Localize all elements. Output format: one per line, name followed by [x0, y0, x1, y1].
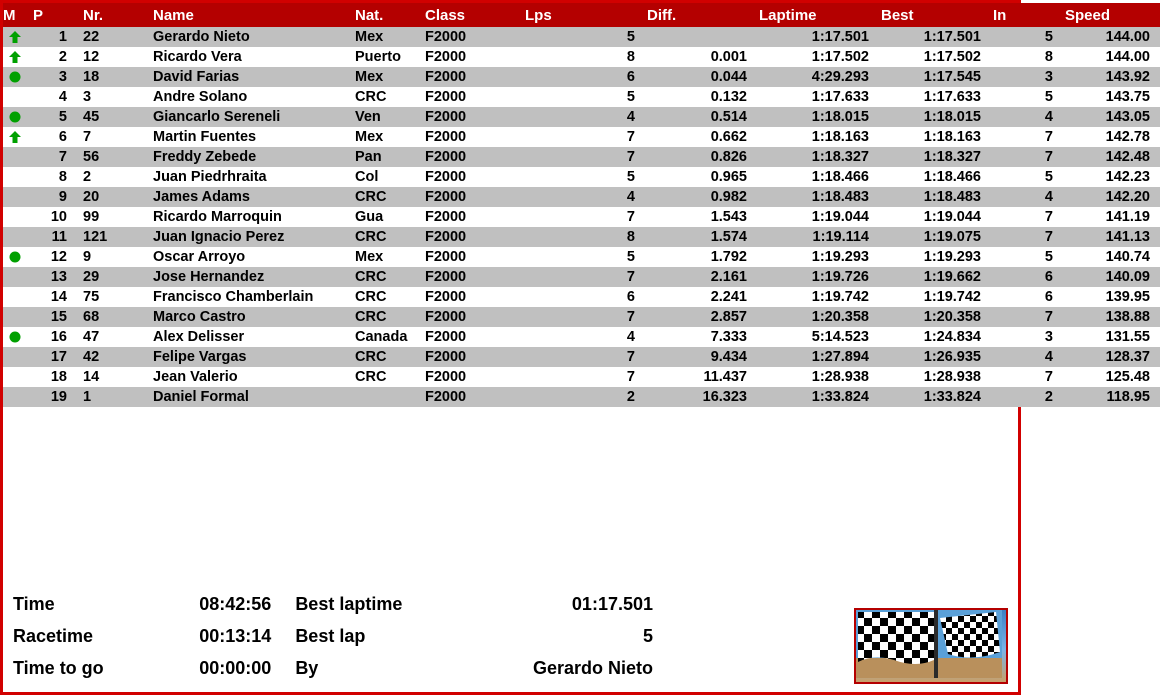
cell-speed: 143.75 [1059, 87, 1160, 107]
cell-class: F2000 [419, 347, 519, 367]
cell-nationality: CRC [349, 367, 419, 387]
cell-driver-name: Juan Ignacio Perez [141, 227, 349, 247]
cell-laptime: 1:18.015 [753, 107, 875, 127]
cell-best: 1:17.501 [875, 27, 987, 47]
marker-empty [3, 387, 27, 407]
cell-best: 1:19.044 [875, 207, 987, 227]
table-row[interactable] [3, 167, 1160, 187]
cell-nationality: Gua [349, 207, 419, 227]
cell-best: 1:18.483 [875, 187, 987, 207]
cell-diff: 0.965 [641, 167, 753, 187]
cell-diff: 11.437 [641, 367, 753, 387]
cell-driver-name: Andre Solano [141, 87, 349, 107]
cell-best: 1:17.633 [875, 87, 987, 107]
cell-class: F2000 [419, 327, 519, 347]
cell-position: 11 [27, 227, 73, 247]
cell-diff: 0.982 [641, 187, 753, 207]
cell-laps: 7 [519, 367, 641, 387]
cell-number: 75 [73, 287, 141, 307]
cell-laps: 4 [519, 187, 641, 207]
cell-in: 7 [987, 307, 1059, 327]
cell-number: 68 [73, 307, 141, 327]
cell-laptime: 1:19.742 [753, 287, 875, 307]
cell-laptime: 1:18.327 [753, 147, 875, 167]
cell-speed: 142.48 [1059, 147, 1160, 167]
cell-number: 7 [73, 127, 141, 147]
cell-best: 1:19.742 [875, 287, 987, 307]
table-row[interactable] [3, 267, 1160, 287]
best-laptime-label: Best laptime [295, 593, 403, 614]
cell-position: 3 [27, 67, 73, 87]
cell-number: 99 [73, 207, 141, 227]
table-row[interactable] [3, 107, 1160, 127]
cell-in: 4 [987, 187, 1059, 207]
table-row[interactable] [3, 307, 1160, 327]
cell-class: F2000 [419, 307, 519, 327]
marker-empty [3, 267, 27, 287]
cell-laptime: 1:17.501 [753, 27, 875, 47]
cell-nationality: CRC [349, 187, 419, 207]
cell-class: F2000 [419, 127, 519, 147]
cell-driver-name: David Farias [141, 67, 349, 87]
cell-diff: 0.001 [641, 47, 753, 67]
column-header-laptime[interactable]: Laptime [753, 3, 875, 27]
table-row[interactable] [3, 367, 1160, 387]
results-table [3, 3, 1160, 407]
cell-best: 1:24.834 [875, 327, 987, 347]
checkered-flag-icon [856, 610, 1002, 678]
cell-position: 6 [27, 127, 73, 147]
cell-diff: 2.161 [641, 267, 753, 287]
cell-laptime: 5:14.523 [753, 327, 875, 347]
cell-number: 22 [73, 27, 141, 47]
marker-empty [3, 87, 27, 107]
cell-class: F2000 [419, 47, 519, 67]
cell-class: F2000 [419, 207, 519, 227]
marker-empty [3, 287, 27, 307]
table-row[interactable] [3, 347, 1160, 367]
cell-laps: 4 [519, 327, 641, 347]
green-arrow-up-icon [3, 127, 27, 147]
cell-nationality [349, 387, 419, 407]
cell-laps: 7 [519, 307, 641, 327]
header-row [3, 3, 1160, 27]
cell-best: 1:18.466 [875, 167, 987, 187]
green-dot-icon [3, 107, 27, 127]
cell-class: F2000 [419, 107, 519, 127]
cell-best: 1:19.662 [875, 267, 987, 287]
cell-diff [641, 27, 753, 47]
time-to-go-value: 00:00:00 [199, 657, 272, 678]
cell-laptime: 4:29.293 [753, 67, 875, 87]
cell-diff: 9.434 [641, 347, 753, 367]
cell-position: 4 [27, 87, 73, 107]
cell-nationality: CRC [349, 267, 419, 287]
cell-best: 1:17.502 [875, 47, 987, 67]
table-row[interactable] [3, 247, 1160, 267]
cell-nationality: Pan [349, 147, 419, 167]
cell-position: 15 [27, 307, 73, 327]
cell-in: 3 [987, 67, 1059, 87]
cell-class: F2000 [419, 367, 519, 387]
time-label: Time [13, 593, 55, 614]
cell-driver-name: Jose Hernandez [141, 267, 349, 287]
footer-row-time-to-go [13, 652, 653, 684]
cell-laptime: 1:17.633 [753, 87, 875, 107]
cell-diff: 16.323 [641, 387, 753, 407]
cell-diff: 2.241 [641, 287, 753, 307]
cell-diff: 2.857 [641, 307, 753, 327]
cell-position: 9 [27, 187, 73, 207]
cell-in: 4 [987, 347, 1059, 367]
cell-in: 7 [987, 207, 1059, 227]
cell-laptime: 1:19.293 [753, 247, 875, 267]
cell-nationality: Canada [349, 327, 419, 347]
cell-laptime: 1:20.358 [753, 307, 875, 327]
column-header-m[interactable]: M [3, 3, 27, 27]
cell-speed: 138.88 [1059, 307, 1160, 327]
cell-number: 2 [73, 167, 141, 187]
footer-row-racetime [13, 620, 653, 652]
cell-laps: 7 [519, 147, 641, 167]
marker-empty [3, 207, 27, 227]
cell-number: 12 [73, 47, 141, 67]
cell-best: 1:33.824 [875, 387, 987, 407]
cell-nationality: CRC [349, 227, 419, 247]
table-row[interactable] [3, 127, 1160, 147]
footer-panel [3, 582, 1018, 692]
cell-number: 14 [73, 367, 141, 387]
cell-speed: 143.92 [1059, 67, 1160, 87]
cell-driver-name: Freddy Zebede [141, 147, 349, 167]
cell-number: 3 [73, 87, 141, 107]
marker-empty [3, 307, 27, 327]
cell-number: 56 [73, 147, 141, 167]
time-to-go-label: Time to go [13, 657, 104, 678]
cell-in: 5 [987, 87, 1059, 107]
cell-best: 1:19.075 [875, 227, 987, 247]
cell-nationality: CRC [349, 307, 419, 327]
cell-laps: 6 [519, 67, 641, 87]
cell-in: 6 [987, 287, 1059, 307]
green-arrow-up-icon [3, 47, 27, 67]
by-label: By [295, 657, 319, 678]
cell-best: 1:17.545 [875, 67, 987, 87]
cell-laps: 7 [519, 267, 641, 287]
cell-class: F2000 [419, 227, 519, 247]
cell-position: 2 [27, 47, 73, 67]
marker-empty [3, 227, 27, 247]
cell-number: 47 [73, 327, 141, 347]
cell-position: 5 [27, 107, 73, 127]
cell-position: 1 [27, 27, 73, 47]
cell-best: 1:28.938 [875, 367, 987, 387]
cell-laptime: 1:19.044 [753, 207, 875, 227]
cell-class: F2000 [419, 247, 519, 267]
cell-class: F2000 [419, 287, 519, 307]
green-arrow-up-icon [3, 27, 27, 47]
cell-speed: 142.23 [1059, 167, 1160, 187]
cell-laps: 5 [519, 27, 641, 47]
column-header-class[interactable]: Class [419, 3, 519, 27]
table-row[interactable] [3, 227, 1160, 247]
cell-laps: 7 [519, 127, 641, 147]
cell-driver-name: Francisco Chamberlain [141, 287, 349, 307]
cell-nationality: Mex [349, 127, 419, 147]
cell-driver-name: Alex Delisser [141, 327, 349, 347]
cell-in: 5 [987, 247, 1059, 267]
racetime-label: Racetime [13, 625, 94, 646]
marker-empty [3, 187, 27, 207]
cell-laps: 5 [519, 167, 641, 187]
cell-number: 9 [73, 247, 141, 267]
best-lap-label: Best lap [295, 625, 366, 646]
cell-driver-name: Ricardo Marroquin [141, 207, 349, 227]
cell-best: 1:19.293 [875, 247, 987, 267]
column-header-nr[interactable]: Nr. [73, 3, 141, 27]
cell-number: 121 [73, 227, 141, 247]
marker-empty [3, 347, 27, 367]
cell-laptime: 1:18.163 [753, 127, 875, 147]
cell-number: 45 [73, 107, 141, 127]
cell-laps: 6 [519, 287, 641, 307]
column-header-speed[interactable]: Speed [1059, 3, 1160, 27]
cell-speed: 144.00 [1059, 27, 1160, 47]
cell-speed: 142.20 [1059, 187, 1160, 207]
cell-position: 18 [27, 367, 73, 387]
by-value: Gerardo Nieto [532, 657, 653, 678]
cell-best: 1:18.163 [875, 127, 987, 147]
cell-speed: 118.95 [1059, 387, 1160, 407]
cell-in: 2 [987, 387, 1059, 407]
cell-driver-name: James Adams [141, 187, 349, 207]
cell-laps: 5 [519, 87, 641, 107]
cell-class: F2000 [419, 387, 519, 407]
cell-diff: 0.132 [641, 87, 753, 107]
cell-in: 6 [987, 267, 1059, 287]
cell-class: F2000 [419, 167, 519, 187]
cell-in: 7 [987, 147, 1059, 167]
column-header-best[interactable]: Best [875, 3, 987, 27]
cell-class: F2000 [419, 267, 519, 287]
cell-driver-name: Oscar Arroyo [141, 247, 349, 267]
cell-diff: 0.662 [641, 127, 753, 147]
cell-number: 20 [73, 187, 141, 207]
green-dot-icon [3, 67, 27, 87]
cell-nationality: Mex [349, 247, 419, 267]
cell-in: 5 [987, 167, 1059, 187]
cell-diff: 0.044 [641, 67, 753, 87]
time-value: 08:42:56 [199, 593, 272, 614]
cell-in: 8 [987, 47, 1059, 67]
cell-speed: 143.05 [1059, 107, 1160, 127]
column-header-lps[interactable]: Lps [519, 3, 641, 27]
cell-driver-name: Ricardo Vera [141, 47, 349, 67]
column-header-diff[interactable]: Diff. [641, 3, 753, 27]
cell-class: F2000 [419, 87, 519, 107]
cell-best: 1:18.015 [875, 107, 987, 127]
cell-laps: 5 [519, 247, 641, 267]
cell-nationality: Ven [349, 107, 419, 127]
table-row[interactable] [3, 87, 1160, 107]
cell-diff: 1.574 [641, 227, 753, 247]
cell-in: 3 [987, 327, 1059, 347]
cell-in: 7 [987, 367, 1059, 387]
results-table-body [3, 27, 1160, 407]
cell-nationality: CRC [349, 287, 419, 307]
cell-laps: 8 [519, 47, 641, 67]
cell-position: 16 [27, 327, 73, 347]
green-dot-icon [3, 247, 27, 267]
cell-laptime: 1:27.894 [753, 347, 875, 367]
cell-speed: 140.09 [1059, 267, 1160, 287]
cell-position: 12 [27, 247, 73, 267]
table-row[interactable] [3, 147, 1160, 167]
table-row[interactable] [3, 27, 1160, 47]
checkered-flag-image [854, 608, 1008, 684]
cell-number: 1 [73, 387, 141, 407]
cell-speed: 131.55 [1059, 327, 1160, 347]
cell-best: 1:26.935 [875, 347, 987, 367]
cell-driver-name: Giancarlo Sereneli [141, 107, 349, 127]
table-row[interactable] [3, 67, 1160, 87]
cell-position: 8 [27, 167, 73, 187]
cell-laps: 7 [519, 347, 641, 367]
cell-nationality: CRC [349, 347, 419, 367]
racetime-value: 00:13:14 [199, 625, 272, 646]
cell-laptime: 1:19.114 [753, 227, 875, 247]
cell-speed: 144.00 [1059, 47, 1160, 67]
table-row[interactable] [3, 287, 1160, 307]
cell-class: F2000 [419, 67, 519, 87]
column-header-name[interactable]: Name [141, 3, 349, 27]
cell-in: 4 [987, 107, 1059, 127]
cell-number: 42 [73, 347, 141, 367]
cell-in: 7 [987, 127, 1059, 147]
cell-in: 5 [987, 27, 1059, 47]
cell-class: F2000 [419, 147, 519, 167]
cell-position: 19 [27, 387, 73, 407]
cell-speed: 142.78 [1059, 127, 1160, 147]
cell-diff: 7.333 [641, 327, 753, 347]
cell-speed: 139.95 [1059, 287, 1160, 307]
cell-best: 1:20.358 [875, 307, 987, 327]
marker-empty [3, 167, 27, 187]
cell-position: 7 [27, 147, 73, 167]
cell-class: F2000 [419, 187, 519, 207]
cell-laps: 7 [519, 207, 641, 227]
table-row[interactable] [3, 187, 1160, 207]
footer-row-time [13, 588, 653, 620]
cell-diff: 1.543 [641, 207, 753, 227]
cell-position: 10 [27, 207, 73, 227]
green-dot-icon [3, 327, 27, 347]
cell-nationality: Mex [349, 27, 419, 47]
cell-driver-name: Juan Piedrhraita [141, 167, 349, 187]
table-row[interactable] [3, 207, 1160, 227]
cell-laps: 2 [519, 387, 641, 407]
cell-in: 7 [987, 227, 1059, 247]
cell-position: 17 [27, 347, 73, 367]
cell-position: 14 [27, 287, 73, 307]
cell-best: 1:18.327 [875, 147, 987, 167]
cell-nationality: Col [349, 167, 419, 187]
cell-nationality: Mex [349, 67, 419, 87]
cell-driver-name: Martin Fuentes [141, 127, 349, 147]
cell-driver-name: Felipe Vargas [141, 347, 349, 367]
cell-laptime: 1:17.502 [753, 47, 875, 67]
cell-driver-name: Daniel Formal [141, 387, 349, 407]
cell-number: 18 [73, 67, 141, 87]
cell-speed: 140.74 [1059, 247, 1160, 267]
footer-info-grid [13, 588, 653, 684]
cell-laptime: 1:33.824 [753, 387, 875, 407]
best-laptime-value: 01:17.501 [571, 593, 653, 614]
column-header-in[interactable]: In [987, 3, 1059, 27]
cell-position: 13 [27, 267, 73, 287]
marker-empty [3, 147, 27, 167]
cell-speed: 141.13 [1059, 227, 1160, 247]
table-row[interactable] [3, 47, 1160, 67]
results-table-header [3, 3, 1160, 27]
cell-laptime: 1:18.466 [753, 167, 875, 187]
cell-laptime: 1:18.483 [753, 187, 875, 207]
cell-speed: 141.19 [1059, 207, 1160, 227]
cell-number: 29 [73, 267, 141, 287]
table-row[interactable] [3, 387, 1160, 407]
cell-nationality: Puerto [349, 47, 419, 67]
cell-speed: 125.48 [1059, 367, 1160, 387]
cell-class: F2000 [419, 27, 519, 47]
column-header-nat[interactable]: Nat. [349, 3, 419, 27]
cell-nationality: CRC [349, 87, 419, 107]
cell-speed: 128.37 [1059, 347, 1160, 367]
column-header-p[interactable]: P [27, 3, 73, 27]
cell-driver-name: Gerardo Nieto [141, 27, 349, 47]
cell-laptime: 1:19.726 [753, 267, 875, 287]
cell-diff: 1.792 [641, 247, 753, 267]
cell-diff: 0.826 [641, 147, 753, 167]
cell-driver-name: Jean Valerio [141, 367, 349, 387]
cell-laps: 4 [519, 107, 641, 127]
cell-laps: 8 [519, 227, 641, 247]
cell-driver-name: Marco Castro [141, 307, 349, 327]
marker-empty [3, 367, 27, 387]
cell-laptime: 1:28.938 [753, 367, 875, 387]
cell-diff: 0.514 [641, 107, 753, 127]
table-row[interactable] [3, 327, 1160, 347]
best-lap-value: 5 [642, 625, 653, 646]
